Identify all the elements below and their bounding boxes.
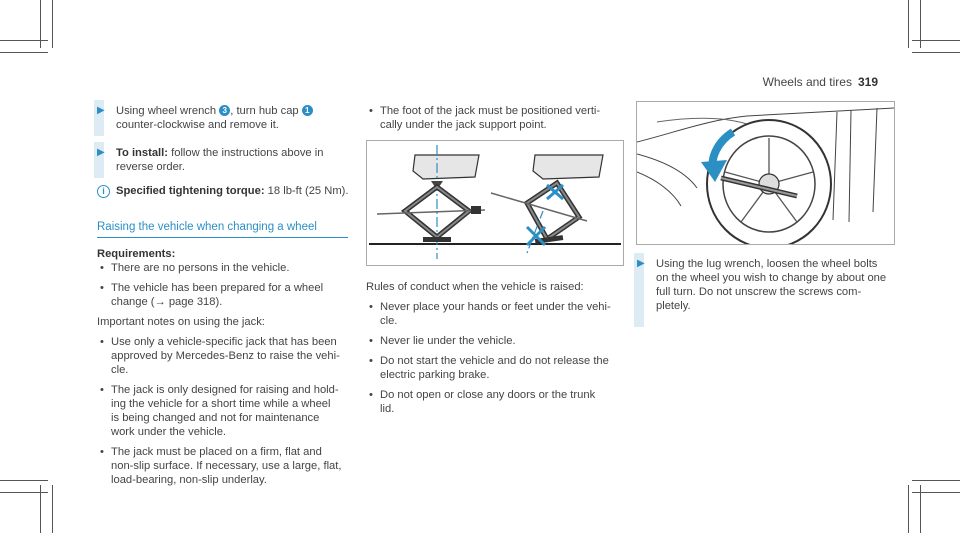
jack-foot-item: • The foot of the jack must be positioned verti- cally under the jack support point. <box>369 105 601 131</box>
page-number: 319 <box>857 75 878 89</box>
column-middle-rules <box>366 280 628 416</box>
column-middle <box>366 104 628 132</box>
info-torque: i Specified tightening torque: 18 lb-ft (25 Nm). <box>97 184 359 198</box>
step-loosen-bolts: ▶ Using the lug wrench, loosen the wheel bolts on the wheel you wish to change by about one full turn. Do not unscrew the screws com- pletely. <box>637 257 899 313</box>
step-arrow-icon: ▶ <box>97 105 105 116</box>
step-arrow-icon: ▶ <box>97 147 105 158</box>
crop-mark <box>52 485 53 533</box>
crop-mark <box>0 52 48 53</box>
crop-mark <box>912 52 960 53</box>
crop-mark <box>0 40 48 41</box>
note-item: • Use only a vehicle-specific jack that has been approved by Mercedes-Benz to raise the vehi- cle. <box>100 336 340 376</box>
jack-illustration <box>366 140 624 266</box>
section-title: Raising the vehicle when changing a wheel <box>97 220 348 238</box>
rule-item: • Do not start the vehicle and do not release the electric parking brake. <box>369 355 609 381</box>
wheel-illustration <box>636 101 895 245</box>
rules-intro: Rules of conduct when the vehicle is raised: <box>366 281 584 293</box>
crop-mark <box>912 480 960 481</box>
crop-mark <box>912 40 960 41</box>
crop-mark <box>908 0 909 48</box>
running-header <box>763 75 878 89</box>
crop-mark <box>912 492 960 493</box>
crop-mark <box>908 485 909 533</box>
requirement-item: • The vehicle has been prepared for a wheel change (→ page 318). <box>100 282 324 308</box>
crop-mark <box>52 0 53 48</box>
step-arrow-icon: ▶ <box>637 258 645 269</box>
jack-diagram <box>367 141 623 265</box>
crop-mark <box>0 492 48 493</box>
info-icon: i <box>97 185 110 198</box>
rule-item: • Do not open or close any doors or the trunk lid. <box>369 389 596 415</box>
callout-1: 1 <box>302 105 313 116</box>
requirements-label: Requirements: <box>97 248 176 260</box>
column-left <box>97 104 359 487</box>
callout-3: 3 <box>219 105 230 116</box>
note-item: • The jack is only designed for raising and hold- ing the vehicle for a short time while a wheel is being changed and not for maintenance work under the vehicle. <box>100 384 339 438</box>
crop-mark <box>0 480 48 481</box>
notes-intro: Important notes on using the jack: <box>97 316 265 328</box>
rule-item: • Never lie under the vehicle. <box>369 335 516 347</box>
section-name: Wheels and tires <box>762 75 852 89</box>
step-install: ▶ To install: follow the instructions above in reverse order. <box>97 146 359 174</box>
step-remove-hub-cap: ▶ Using wheel wrench 3 , turn hub cap 1 counter-clockwise and remove it. <box>97 104 359 132</box>
column-right <box>637 257 899 323</box>
wheel-diagram <box>637 102 894 244</box>
note-item: • The jack must be placed on a firm, flat and non-slip surface. If necessary, use a large, flat, load-bearing, non-slip underlay. <box>100 446 342 486</box>
rule-item: • Never place your hands or feet under the vehi- cle. <box>369 301 611 327</box>
requirement-item: • There are no persons in the vehicle. <box>100 262 290 274</box>
